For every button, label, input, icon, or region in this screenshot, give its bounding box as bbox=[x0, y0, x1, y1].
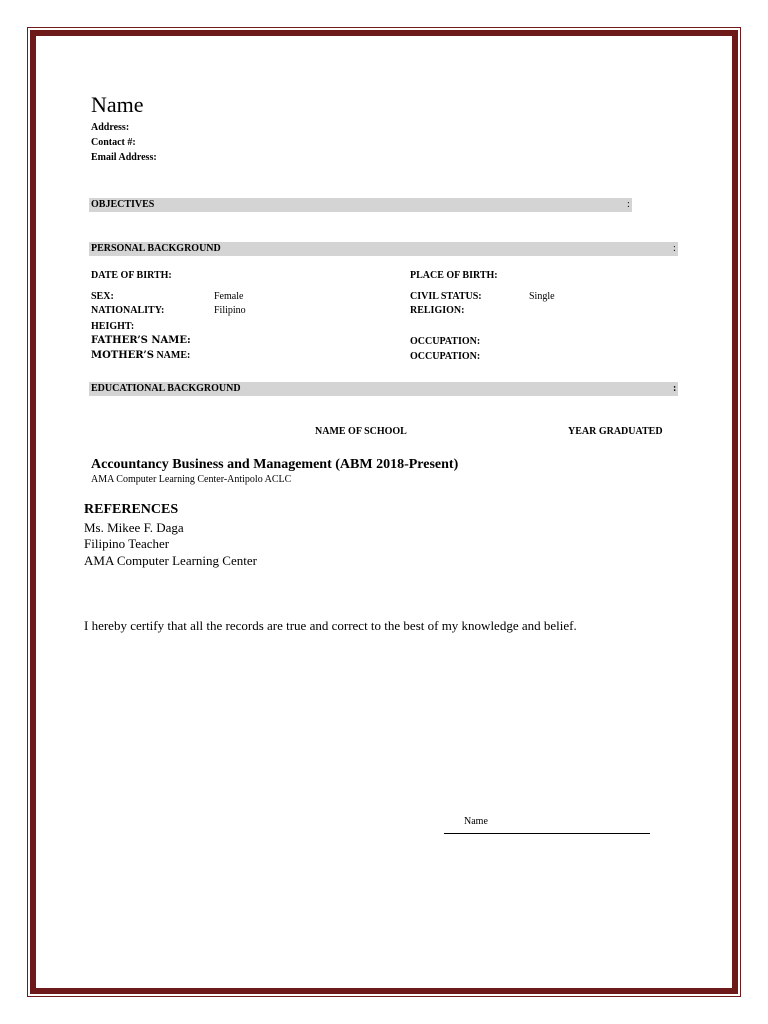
reference-organization: AMA Computer Learning Center bbox=[84, 553, 257, 568]
objectives-colon: : bbox=[627, 199, 630, 210]
pob-label: PLACE OF BIRTH: bbox=[410, 270, 498, 281]
sex-value: Female bbox=[214, 291, 244, 302]
father-occupation-label: OCCUPATION: bbox=[410, 336, 481, 347]
educational-colon: : bbox=[673, 383, 677, 394]
height-label: HEIGHT: bbox=[91, 321, 135, 332]
personal-colon: : bbox=[673, 243, 676, 254]
school-column-header: NAME OF SCHOOL bbox=[315, 426, 407, 437]
education-school: AMA Computer Learning Center-Antipolo ACLC bbox=[91, 474, 292, 485]
sex-label: SEX: bbox=[91, 291, 114, 302]
mother-label-rest: NAME: bbox=[153, 350, 191, 361]
father-name-label: FATHER’S NAME: bbox=[91, 335, 191, 346]
civil-status-value: Single bbox=[529, 291, 555, 302]
contact-label: Contact #: bbox=[91, 137, 136, 148]
educational-heading: EDUCATIONAL BACKGROUND bbox=[91, 383, 241, 394]
address-label: Address: bbox=[91, 122, 130, 133]
education-program: Accountancy Business and Management (ABM 2018-Present) bbox=[91, 457, 459, 472]
reference-position: Filipino Teacher bbox=[84, 536, 170, 551]
reference-name: Ms. Mikee F. Daga bbox=[84, 520, 184, 535]
references-heading: REFERENCES bbox=[84, 502, 179, 517]
objectives-section-bar bbox=[89, 198, 632, 212]
email-label: Email Address: bbox=[91, 152, 157, 163]
nationality-value: Filipino bbox=[214, 305, 246, 316]
certification-statement: I hereby certify that all the records are true and correct to the best of my knowledge and belief. bbox=[84, 618, 577, 633]
personal-heading: PERSONAL BACKGROUND bbox=[91, 243, 221, 254]
mother-name-label bbox=[91, 350, 190, 361]
religion-label: RELIGION: bbox=[410, 305, 465, 316]
year-column-header: YEAR GRADUATED bbox=[568, 426, 663, 437]
personal-section-bar bbox=[89, 242, 678, 256]
objectives-heading: OBJECTIVES bbox=[91, 199, 155, 210]
mother-label-bold: MOTHER’S bbox=[91, 350, 154, 361]
nationality-label: NATIONALITY: bbox=[91, 305, 165, 316]
mother-occupation-label: OCCUPATION: bbox=[410, 351, 481, 362]
civil-status-label: CIVIL STATUS: bbox=[410, 291, 482, 302]
applicant-name: Name bbox=[91, 92, 144, 117]
signature-line bbox=[444, 833, 650, 834]
educational-section-bar bbox=[89, 382, 678, 396]
signature-name: Name bbox=[464, 816, 488, 827]
dob-label: DATE OF BIRTH: bbox=[91, 270, 172, 281]
